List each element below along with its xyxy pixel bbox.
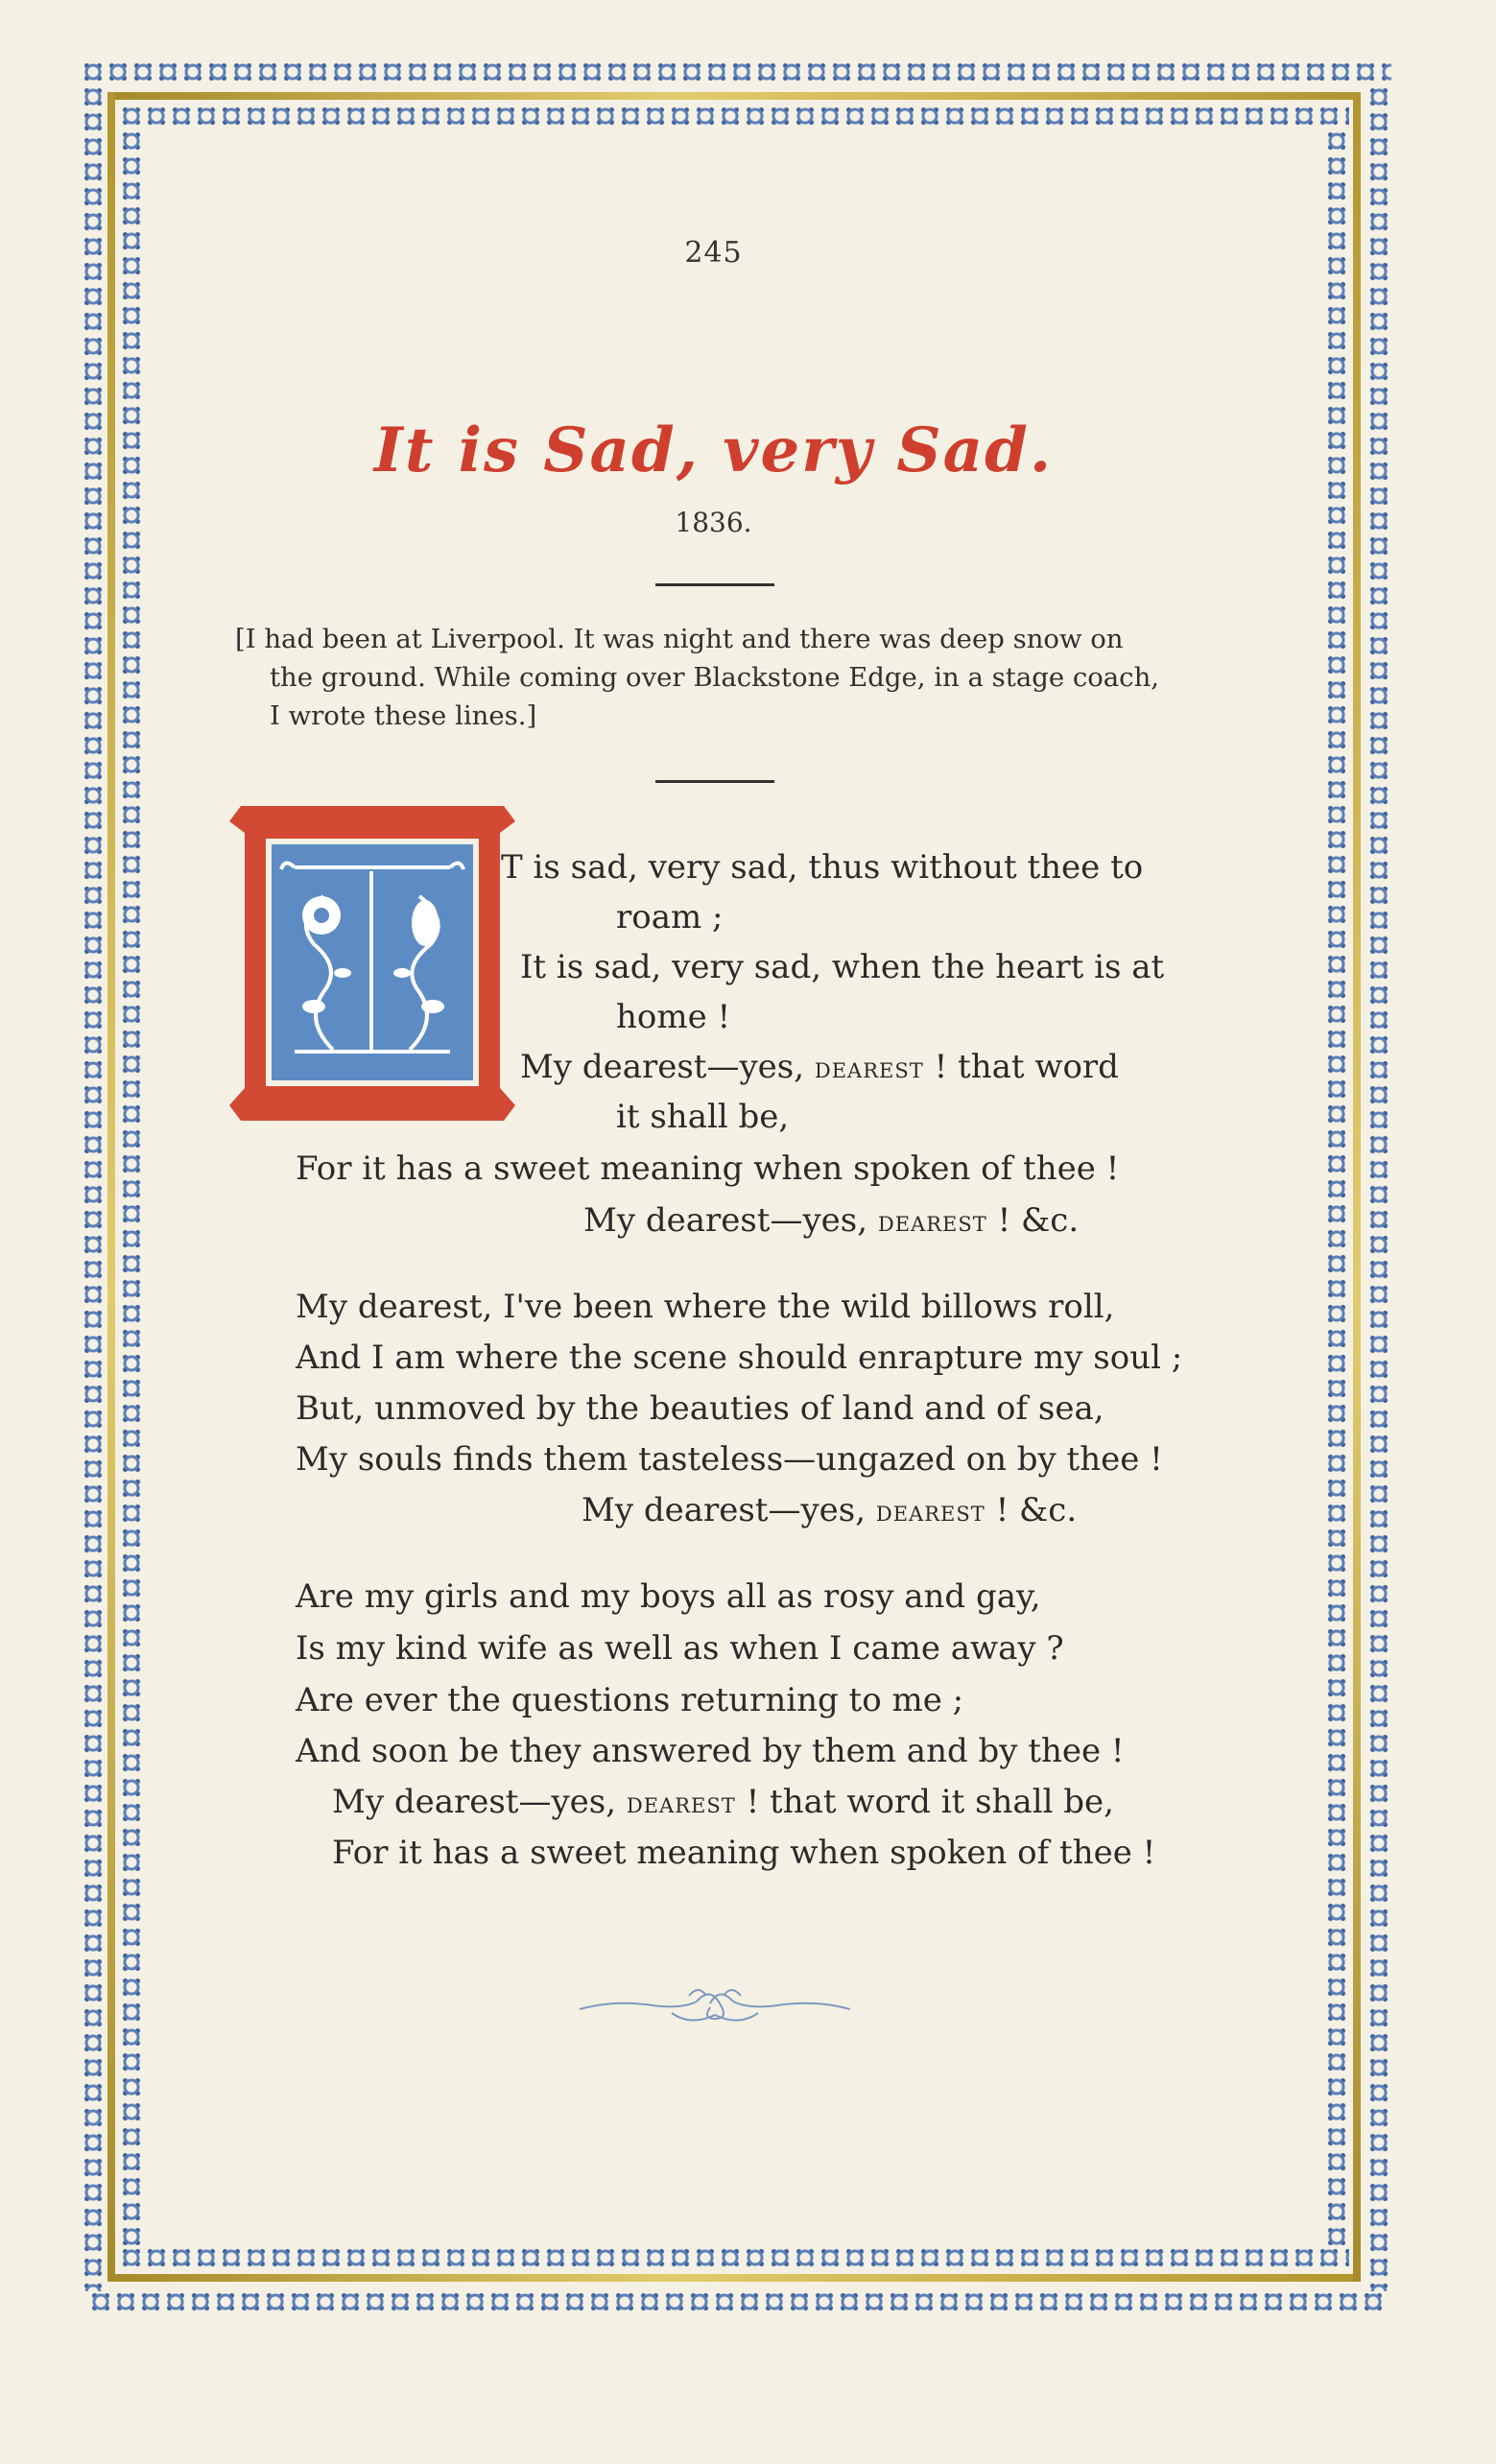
divider-rule [655,780,774,783]
verse-text: My dearest—yes, [583,1201,868,1240]
inner-bottom-border [119,2245,1349,2270]
intro-line: [I had been at Liverpool. It was night and there was deep snow on [235,624,1124,654]
outer-bottom-border [88,2289,1389,2314]
intro-note [235,620,1204,735]
small-caps-word: dearest [626,1787,736,1820]
gold-bottom-rule [107,2274,1361,2282]
intro-line: I wrote these lines.] [270,700,537,731]
verse-line: It is sad, very sad, when the heart is at [520,948,1165,986]
verse-line [520,1048,1119,1086]
poem-title: It is Sad, very Sad. [373,415,1054,486]
verse-text: ! that word it shall be, [746,1783,1114,1821]
divider-rule [655,583,774,586]
page-number: 245 [684,236,743,270]
poem-year: 1836. [675,507,752,538]
verse-line: For it has a sweet meaning when spoken of thee ! [296,1149,1120,1188]
verse-line: But, unmoved by the beauties of land and of sea, [296,1389,1104,1428]
tail-flourish-ornament [576,1980,854,2034]
verse-text: My dearest—yes, [582,1491,867,1529]
verse-line: T is sad, very sad, thus without thee to [501,848,1144,887]
verse-line: roam ; [616,898,724,936]
verse-line: Are my girls and my boys all as rosy and gay, [296,1577,1041,1616]
inner-top-border [119,104,1349,129]
verse-line: And I am where the scene should enrapture my soul ; [296,1339,1183,1377]
verse-line: For it has a sweet meaning when spoken of thee ! [332,1834,1156,1872]
small-caps-word: dearest [875,1495,985,1528]
intro-line: the ground. While coming over Blackstone Edge, in a stage coach, [270,662,1160,693]
verse-line: Is my kind wife as well as when I came away ? [296,1629,1064,1668]
verse-line: home ! [616,998,731,1036]
verse-text: My dearest—yes, [332,1783,617,1821]
verse-text: ! &c. [997,1201,1080,1240]
gold-top-rule [107,92,1361,100]
verse-line: it shall be, [616,1098,790,1136]
verse-line [582,1491,1077,1529]
illuminated-initial-i [227,800,517,1125]
verse-text: My dearest—yes, [520,1048,805,1086]
verse-text: ! &c. [995,1491,1078,1529]
verse-line: My souls finds them tasteless—ungazed on by thee ! [296,1440,1163,1479]
verse-line: My dearest, I've been where the wild billows roll, [296,1288,1115,1326]
verse-line [332,1783,1114,1821]
verse-line: And soon be they answered by them and by thee ! [296,1732,1125,1770]
verse-line [583,1201,1079,1240]
small-caps-word: dearest [877,1205,987,1239]
small-caps-word: dearest [814,1052,924,1085]
verse-line: Are ever the questions returning to me ; [296,1681,964,1719]
verse-text: ! that word [934,1048,1119,1086]
outer-top-border [81,59,1391,84]
